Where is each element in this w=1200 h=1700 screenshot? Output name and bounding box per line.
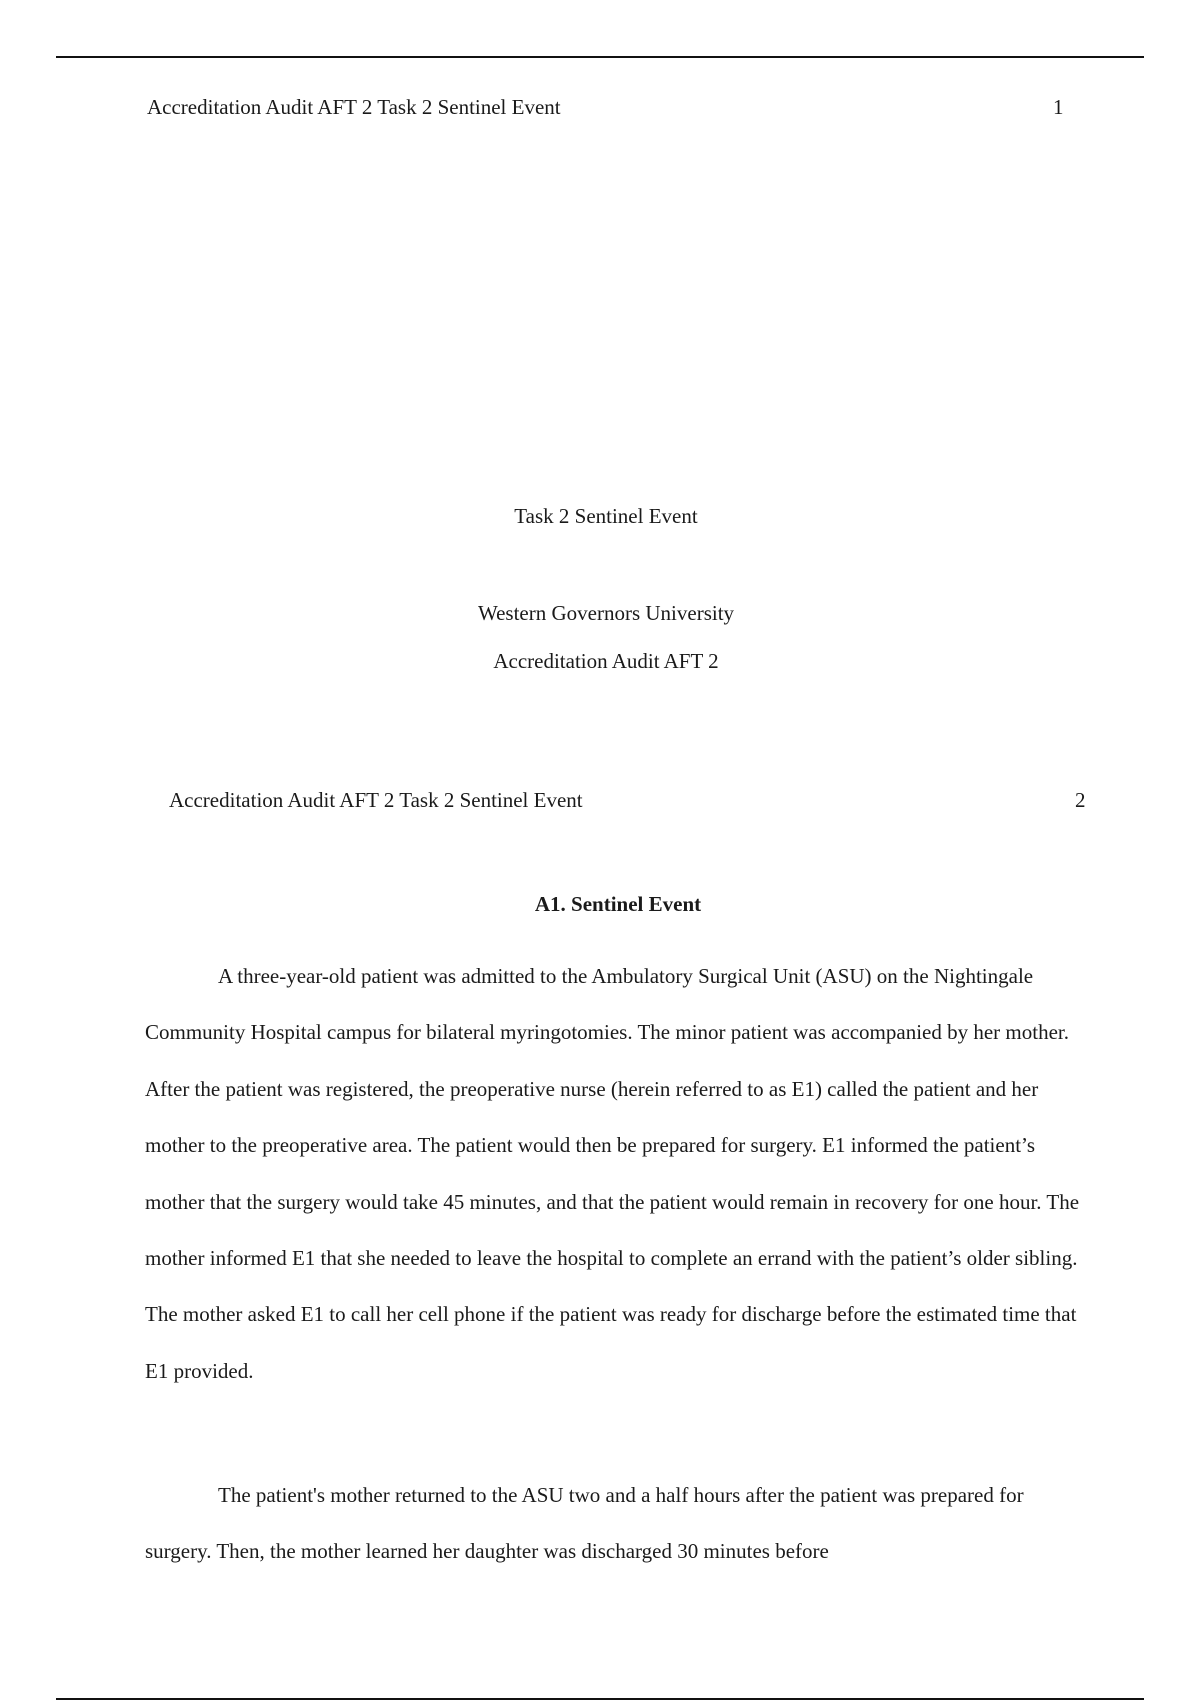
institution-name: Western Governors University bbox=[477, 601, 735, 625]
page-number: 1 bbox=[1053, 95, 1064, 119]
running-head: Accreditation Audit AFT 2 Task 2 Sentinel Event bbox=[147, 95, 561, 119]
page-number: 2 bbox=[1075, 788, 1086, 812]
course-name: Accreditation Audit AFT 2 bbox=[493, 649, 719, 673]
page-top-rule bbox=[56, 56, 1144, 58]
running-head: Accreditation Audit AFT 2 Task 2 Sentinel Event bbox=[169, 788, 583, 812]
body-paragraph: The patient's mother returned to the ASU two and a half hours after the patient was prepared for surgery. Then, the mother learned her daughter was discharged 30 minutes before bbox=[145, 1483, 1024, 1564]
body-paragraph: A three-year-old patient was admitted to the Ambulatory Surgical Unit (ASU) on the Nightingale Community Hospital campus for bilateral myringotomies. The minor patient was accompanied by her mother. After the patient was registered, the preoperative nurse (herein referred to as E1) called the patient and her mother to the preoperative area. The patient would then be prepared for surgery. E1 informed the patient’s mother that the surgery would take 45 minutes, and that the patient would remain in recovery for one hour. The mother informed E1 that she needed to leave the hospital to complete an errand with the patient’s older sibling. The mother asked E1 to call her cell phone if the patient was ready for discharge before the estimated time that E1 provided. bbox=[145, 964, 1080, 1383]
paper-title: Task 2 Sentinel Event bbox=[514, 504, 698, 528]
section-heading: A1. Sentinel Event bbox=[534, 892, 702, 916]
